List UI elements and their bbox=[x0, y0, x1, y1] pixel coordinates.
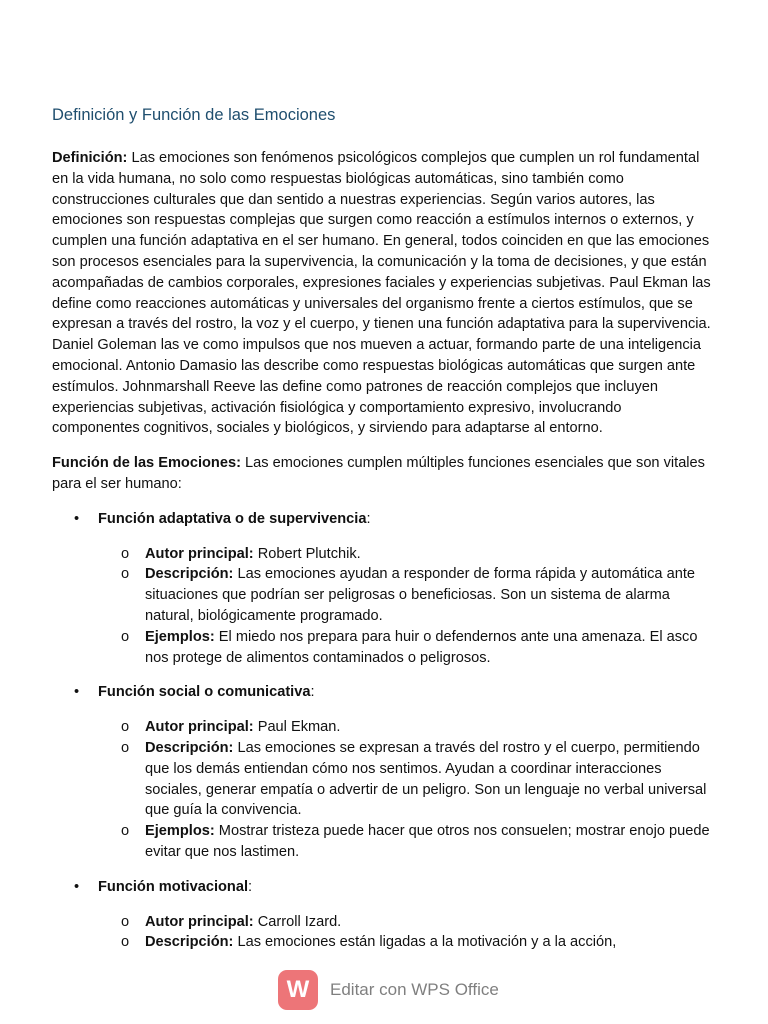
detail-author bbox=[98, 544, 712, 565]
detail-description bbox=[98, 932, 712, 953]
list-item-function-social bbox=[52, 682, 712, 862]
author-label: Autor principal: bbox=[145, 719, 254, 736]
wps-edit-link[interactable]: Editar con WPS Office bbox=[330, 980, 499, 999]
function-details bbox=[98, 717, 712, 863]
circle-bullet-icon: o bbox=[121, 566, 130, 583]
functions-list bbox=[52, 509, 712, 953]
functions-intro-paragraph bbox=[52, 453, 712, 495]
definition-label: Definición: bbox=[52, 150, 128, 166]
description-text: Las emociones están ligadas a la motivación y a la acción, bbox=[233, 934, 617, 951]
document-page bbox=[52, 104, 712, 967]
definition-paragraph bbox=[52, 148, 712, 439]
detail-description bbox=[98, 738, 712, 821]
wps-logo-icon[interactable]: W bbox=[278, 970, 318, 1010]
circle-bullet-icon: o bbox=[121, 913, 130, 930]
circle-bullet-icon: o bbox=[121, 739, 130, 756]
functions-intro-label: Función de las Emociones: bbox=[52, 455, 241, 472]
description-text: Las emociones ayudan a responder de forma rápida y automática ante situaciones que podrían ser peligrosas o beneficiosas. Son un sistema de alarma natural, biológicamente programado. bbox=[145, 566, 696, 624]
description-label: Descripción: bbox=[145, 934, 234, 951]
author-label: Autor principal: bbox=[145, 913, 254, 930]
bullet-icon: • bbox=[74, 510, 80, 527]
author-label: Autor principal: bbox=[145, 545, 254, 562]
list-item-function-motivational bbox=[52, 877, 712, 953]
circle-bullet-icon: o bbox=[121, 719, 130, 736]
detail-examples bbox=[98, 627, 712, 669]
author-value: Paul Ekman. bbox=[253, 719, 341, 736]
description-label: Descripción: bbox=[145, 739, 234, 756]
function-details bbox=[98, 544, 712, 669]
description-text: Las emociones se expresan a través del rostro y el cuerpo, permitiendo que los demás entiendan cómo nos sentimos. Ayudan a coordinar interacciones sociales, generar empatía o advertir de un peligro. Son un lenguaje no verbal universal que guía la convivencia. bbox=[145, 739, 707, 819]
circle-bullet-icon: o bbox=[121, 823, 130, 840]
bullet-icon: • bbox=[74, 684, 80, 701]
examples-text: El miedo nos prepara para huir o defendernos ante una amenaza. El asco nos protege de alimentos contaminados o peligrosos. bbox=[145, 628, 698, 666]
detail-examples bbox=[98, 821, 712, 863]
author-value: Carroll Izard. bbox=[253, 913, 342, 930]
function-details bbox=[98, 912, 712, 954]
colon-text: : bbox=[310, 684, 315, 701]
function-name: Función adaptativa o de supervivencia bbox=[98, 510, 367, 527]
circle-bullet-icon: o bbox=[121, 628, 130, 645]
function-name: Función motivacional bbox=[98, 878, 249, 895]
definition-text: Las emociones son fenómenos psicológicos complejos que cumplen un rol fundamental en la vida humana, no solo como respuestas biológicas automáticas, sino también como construcciones culturales que dan sentido a nuestras experiencias. Según varios autores, las emociones son respuestas complejas que surgen como reacción a estímulos internos o externos, y cumplen una función adaptativa en el ser humano. En general, todos coinciden en que las emociones son procesos esenciales para la supervivencia, la comunicación y la toma de decisiones, y que están acompañadas de cambios corporales, expresiones faciales y experiencias subjetivas. Paul Ekman las define como reacciones automáticas y universales del organismo frente a ciertos estímulos, que se expresan a través del rostro, la voz y el cuerpo, y tienen una función adaptativa para la supervivencia. Daniel Goleman las ve como impulsos que nos mueven a actuar, formando parte de una inteligencia emocional. Antonio Damasio las describe como respuestas biológicas automáticas que surgen ante estímulos. Johnmarshall Reeve las define como patrones de reacción complejos que incluyen experiencias subjetivas, activación fisiológica y comportamiento expresivo, involucrando componentes cognitivos, sociales y biológicos, y sirviendo para adaptarse al entorno. bbox=[52, 150, 711, 437]
list-item-function-adaptive bbox=[52, 509, 712, 669]
detail-author bbox=[98, 717, 712, 738]
circle-bullet-icon: o bbox=[121, 934, 130, 951]
examples-label: Ejemplos: bbox=[145, 823, 215, 840]
detail-description bbox=[98, 564, 712, 626]
bullet-icon: • bbox=[74, 878, 80, 895]
colon-text: : bbox=[248, 878, 253, 895]
description-label: Descripción: bbox=[145, 566, 234, 583]
detail-author bbox=[98, 912, 712, 933]
examples-text: Mostrar tristeza puede hacer que otros nos consuelen; mostrar enojo puede evitar que nos lastimen. bbox=[145, 823, 710, 860]
circle-bullet-icon: o bbox=[121, 545, 130, 562]
functions-intro-text: Las emociones cumplen múltiples funciones esenciales que son vitales para el ser humano: bbox=[52, 455, 705, 492]
wps-watermark[interactable] bbox=[278, 970, 499, 1010]
page-title: Definición y Función de las Emociones bbox=[52, 106, 336, 124]
examples-label: Ejemplos: bbox=[145, 628, 215, 645]
function-name: Función social o comunicativa bbox=[98, 684, 311, 701]
author-value: Robert Plutchik. bbox=[253, 545, 361, 562]
colon-text: : bbox=[366, 510, 371, 527]
